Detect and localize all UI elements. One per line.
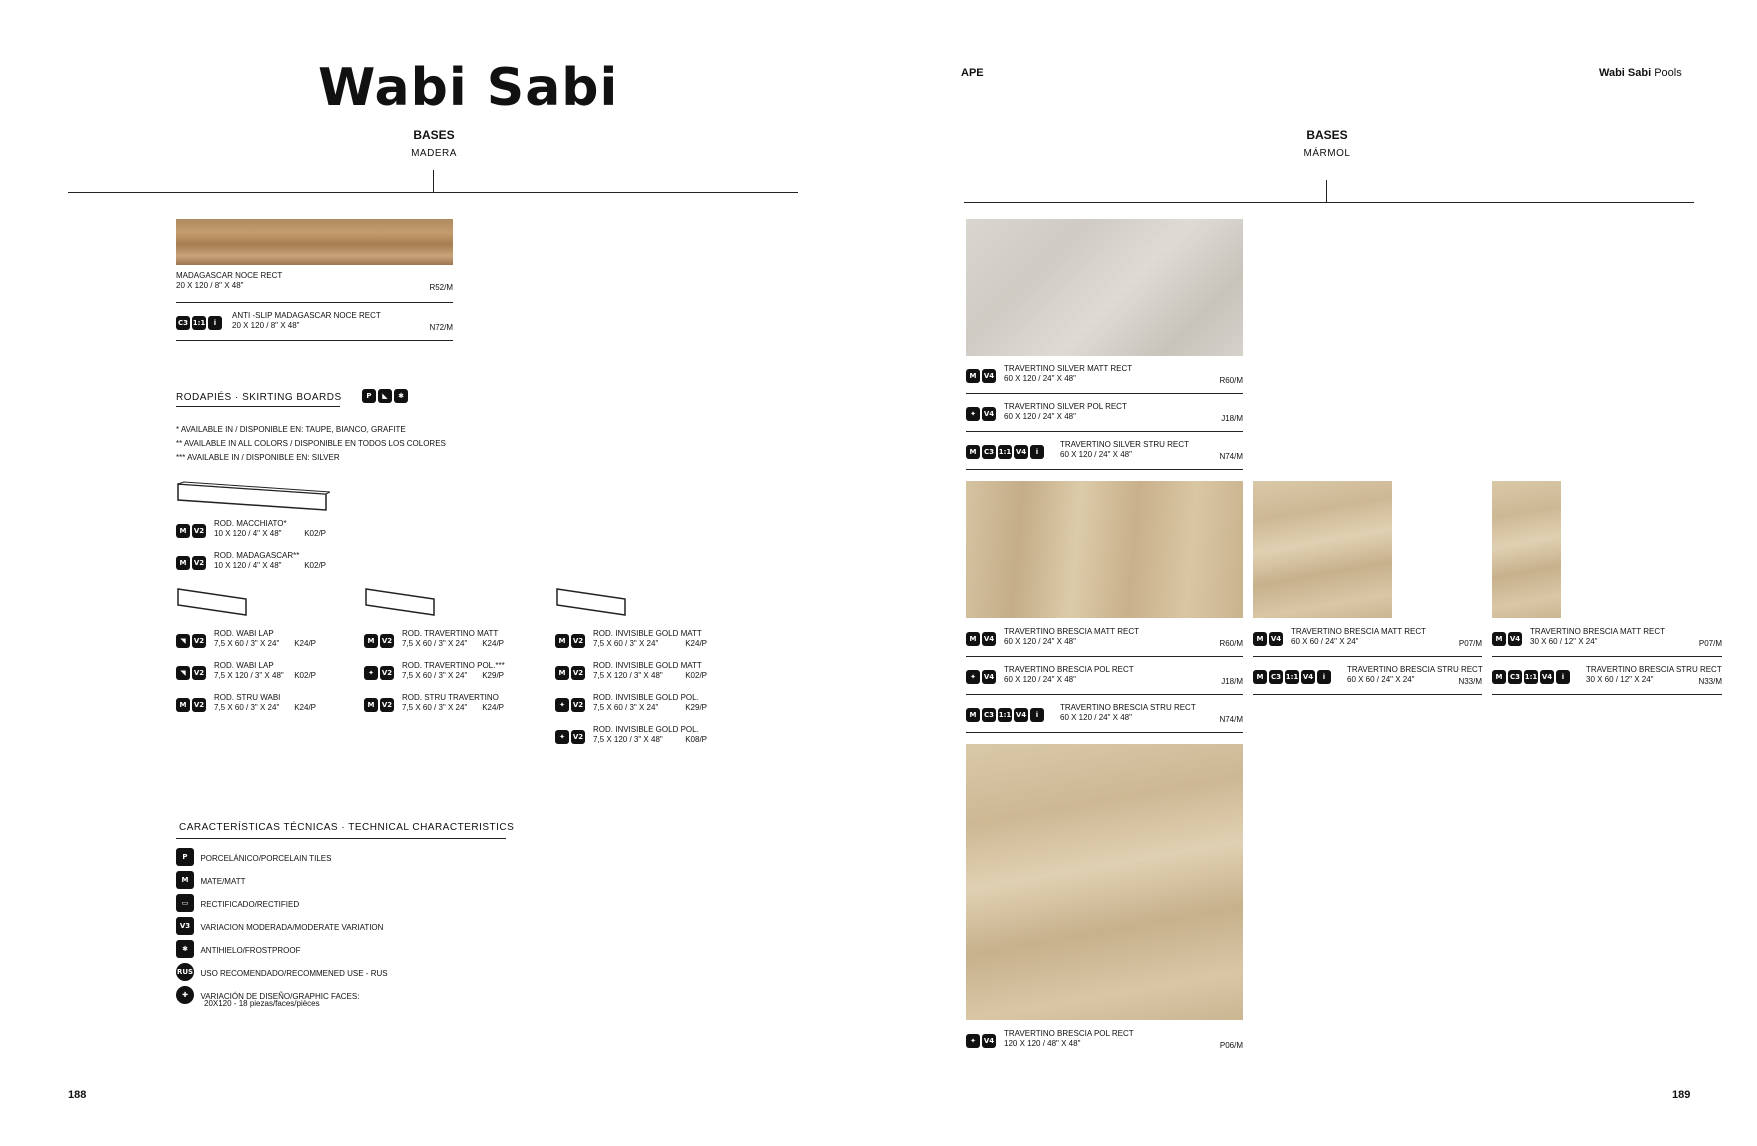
product-size: 30 X 60 / 12" X 24" bbox=[1586, 675, 1654, 684]
row-separator bbox=[176, 340, 453, 341]
tech-item-text: ANTIHIELO/FROSTPROOF bbox=[200, 946, 301, 956]
section-heading: BASES bbox=[1306, 128, 1348, 142]
page-number: 189 bbox=[1672, 1089, 1691, 1101]
product-row bbox=[364, 661, 504, 687]
product-name: ROD. INVISIBLE GOLD MATT bbox=[593, 629, 702, 638]
graphic-faces-icon: ✚ bbox=[176, 986, 194, 1004]
product-row bbox=[555, 661, 707, 687]
ratio-icon: 1:1 bbox=[1524, 670, 1538, 684]
product-code: K29/P bbox=[685, 703, 707, 712]
product-code: N33/M bbox=[1458, 677, 1482, 686]
product-row bbox=[966, 364, 1243, 392]
travertino-brescia-60x60-swatch bbox=[1253, 481, 1392, 618]
product-size: 60 X 120 / 24" X 48" bbox=[1004, 637, 1076, 646]
tech-item bbox=[176, 940, 506, 963]
skirting-icons bbox=[362, 387, 410, 405]
c3-icon: C3 bbox=[1508, 670, 1522, 684]
product-name: TRAVERTINO BRESCIA STRU RECT bbox=[1586, 665, 1722, 674]
matt-icon: M bbox=[364, 698, 378, 712]
product-size: 7,5 X 120 / 3" X 48" bbox=[593, 735, 663, 744]
product-row bbox=[176, 271, 453, 301]
product-size: 7,5 X 60 / 3" X 24" bbox=[593, 639, 659, 648]
matt-icon: M bbox=[364, 634, 378, 648]
matt-icon: M bbox=[176, 524, 190, 538]
variation-icon: V4 bbox=[1014, 708, 1028, 722]
divider-tick bbox=[1326, 180, 1327, 202]
matt-icon: M bbox=[1253, 632, 1267, 646]
product-name: TRAVERTINO BRESCIA MATT RECT bbox=[1004, 627, 1139, 636]
product-row bbox=[176, 693, 316, 719]
product-name: TRAVERTINO BRESCIA MATT RECT bbox=[1530, 627, 1665, 636]
product-name: TRAVERTINO SILVER POL RECT bbox=[1004, 402, 1127, 411]
product-size: 60 X 120 / 24" X 48" bbox=[1004, 412, 1076, 421]
variation-v2-icon: V2 bbox=[571, 634, 585, 648]
ratio-icon: 1:1 bbox=[998, 708, 1012, 722]
product-size: 10 X 120 / 4" X 48" bbox=[214, 561, 282, 570]
tech-item-text: RECTIFICADO/RECTIFIED bbox=[200, 900, 300, 910]
product-name: TRAVERTINO BRESCIA STRU RECT bbox=[1060, 703, 1196, 712]
product-code: R60/M bbox=[1219, 376, 1243, 385]
product-size: 20 X 120 / 8" X 48" bbox=[176, 281, 244, 290]
tech-item bbox=[176, 986, 506, 1016]
product-size: 60 X 120 / 24" X 48" bbox=[1004, 675, 1076, 684]
product-row bbox=[966, 1029, 1243, 1057]
product-name: ROD. INVISIBLE GOLD POL. bbox=[593, 693, 699, 702]
product-row bbox=[966, 402, 1243, 430]
product-name: TRAVERTINO SILVER STRU RECT bbox=[1060, 440, 1189, 449]
ratio-icon: 1:1 bbox=[998, 445, 1012, 459]
variation-icon: V4 bbox=[982, 369, 996, 383]
product-code: K24/P bbox=[685, 639, 707, 648]
info-icon: i bbox=[1030, 708, 1044, 722]
row-separator bbox=[1253, 694, 1482, 695]
product-code: K24/P bbox=[294, 703, 316, 712]
polished-icon: ✦ bbox=[555, 730, 569, 744]
row-separator bbox=[966, 656, 1243, 657]
variation-v2-icon: V2 bbox=[571, 666, 585, 680]
product-row bbox=[1253, 665, 1482, 693]
product-size: 60 X 120 / 24" X 48" bbox=[1004, 374, 1076, 383]
product-name: ROD. INVISIBLE GOLD MATT bbox=[593, 661, 702, 670]
product-code: N33/M bbox=[1698, 677, 1722, 686]
matt-icon: M bbox=[176, 698, 190, 712]
product-code: R60/M bbox=[1219, 639, 1243, 648]
product-size: 7,5 X 60 / 3" X 24" bbox=[593, 703, 659, 712]
tech-list bbox=[176, 848, 506, 1016]
product-size: 30 X 60 / 12" X 24" bbox=[1530, 637, 1598, 646]
product-code: N72/M bbox=[429, 323, 453, 332]
product-row bbox=[176, 629, 316, 655]
product-code: P07/M bbox=[1458, 639, 1482, 648]
matt-icon: M bbox=[966, 632, 980, 646]
tech-item bbox=[176, 871, 506, 894]
section-heading: BASES bbox=[413, 128, 455, 142]
matt-icon: M bbox=[176, 871, 194, 889]
polished-icon: ✦ bbox=[966, 407, 980, 421]
variation-v2-icon: V2 bbox=[380, 666, 394, 680]
rus-icon: RUS bbox=[176, 963, 194, 981]
product-row bbox=[1492, 627, 1722, 655]
product-code: P07/M bbox=[1698, 639, 1722, 648]
product-row bbox=[966, 665, 1243, 693]
travertino-silver-swatch bbox=[966, 219, 1243, 356]
frostproof-icon: ✱ bbox=[394, 389, 408, 403]
variation-icon: V4 bbox=[1301, 670, 1315, 684]
product-code: K24/P bbox=[294, 639, 316, 648]
heading-underline bbox=[176, 838, 506, 839]
product-row bbox=[966, 440, 1243, 468]
product-name: ANTI -SLIP MADAGASCAR NOCE RECT bbox=[232, 311, 381, 320]
info-icon: i bbox=[1030, 445, 1044, 459]
info-icon: i bbox=[1317, 670, 1331, 684]
matt-icon: M bbox=[966, 708, 980, 722]
product-code: J18/M bbox=[1221, 677, 1243, 686]
product-code: K02/P bbox=[304, 561, 326, 570]
skirting-60-drawing bbox=[555, 585, 629, 619]
product-code: K08/P bbox=[685, 735, 707, 744]
matt-icon: M bbox=[1253, 670, 1267, 684]
skirting-120-drawing bbox=[176, 480, 330, 514]
product-code: N74/M bbox=[1219, 715, 1243, 724]
row-separator bbox=[966, 469, 1243, 470]
row-separator bbox=[966, 694, 1243, 695]
skirting-profile-icon: ◣ bbox=[378, 389, 392, 403]
product-size: 20 X 120 / 8" X 48" bbox=[232, 321, 300, 330]
product-code: N74/M bbox=[1219, 452, 1243, 461]
product-size: 60 X 120 / 24" X 48" bbox=[1060, 450, 1132, 459]
c3-icon: C3 bbox=[176, 316, 190, 330]
product-code: P06/M bbox=[1219, 1041, 1243, 1050]
product-name: ROD. MACCHIATO* bbox=[214, 519, 287, 528]
running-header bbox=[1599, 67, 1682, 79]
variation-v2-icon: V2 bbox=[192, 698, 206, 712]
tech-item-text: MATE/MATT bbox=[200, 877, 246, 887]
tech-item-text: VARIACIÓN DE DISEÑO/GRAPHIC FACES: bbox=[200, 992, 360, 1002]
section-subheading: MÁRMOL bbox=[1303, 148, 1351, 159]
product-name: ROD. WABI LAP bbox=[214, 661, 274, 670]
skirting-heading: RODAPIÉS · SKIRTING BOARDS bbox=[176, 392, 342, 403]
tech-item-text: USO RECOMENDADO/RECOMMENED USE - RUS bbox=[200, 969, 388, 979]
section-subheading: MADERA bbox=[411, 148, 457, 159]
product-name: ROD. INVISIBLE GOLD POL. bbox=[593, 725, 699, 734]
variation-v2-icon: V2 bbox=[380, 698, 394, 712]
product-row bbox=[176, 519, 326, 545]
polished-icon: ✦ bbox=[364, 666, 378, 680]
matt-icon: M bbox=[555, 634, 569, 648]
product-code: K24/P bbox=[482, 639, 504, 648]
variation-icon: V4 bbox=[982, 632, 996, 646]
product-row bbox=[966, 703, 1243, 731]
c3-icon: C3 bbox=[982, 445, 996, 459]
variation-v2-icon: V2 bbox=[192, 556, 206, 570]
product-size: 120 X 120 / 48" X 48" bbox=[1004, 1039, 1081, 1048]
product-size: 7,5 X 120 / 3" X 48" bbox=[214, 671, 284, 680]
skirting-60-drawing bbox=[364, 585, 438, 619]
row-separator bbox=[1492, 694, 1722, 695]
product-row bbox=[966, 627, 1243, 655]
product-size: 7,5 X 60 / 3" X 24" bbox=[402, 639, 468, 648]
product-name: TRAVERTINO BRESCIA STRU RECT bbox=[1347, 665, 1483, 674]
product-row bbox=[555, 629, 707, 655]
running-header-title: Wabi Sabi bbox=[1599, 67, 1652, 79]
brand-label: APE bbox=[961, 67, 984, 79]
matt-icon: M bbox=[176, 556, 190, 570]
c3-icon: C3 bbox=[1269, 670, 1283, 684]
ratio-icon: 1:1 bbox=[1285, 670, 1299, 684]
product-code: K02/P bbox=[294, 671, 316, 680]
tech-heading: CARACTERÍSTICAS TÉCNICAS · TECHNICAL CHARACTERISTICS bbox=[179, 822, 515, 833]
row-separator bbox=[1253, 656, 1482, 657]
c3-icon: C3 bbox=[982, 708, 996, 722]
row-separator bbox=[966, 431, 1243, 432]
variation-icon: V4 bbox=[1508, 632, 1522, 646]
divider-tick bbox=[433, 170, 434, 192]
product-row bbox=[176, 311, 453, 337]
product-row bbox=[364, 693, 504, 719]
heading-underline bbox=[176, 406, 340, 407]
variation-icon: V4 bbox=[982, 407, 996, 421]
variation-v3-icon: V3 bbox=[176, 917, 194, 935]
matt-icon: M bbox=[966, 369, 980, 383]
tech-item bbox=[176, 917, 506, 940]
product-name: TRAVERTINO BRESCIA POL RECT bbox=[1004, 665, 1134, 674]
rectified-icon: ▭ bbox=[176, 894, 194, 912]
info-icon: i bbox=[1556, 670, 1570, 684]
tech-item bbox=[176, 963, 506, 986]
madagascar-noce-swatch bbox=[176, 219, 453, 265]
variation-icon: V4 bbox=[1269, 632, 1283, 646]
skirting-note: ** AVAILABLE IN ALL COLORS / DISPONIBLE EN TODOS LOS COLORES bbox=[176, 439, 446, 448]
tech-item-text: PORCELÁNICO/PORCELAIN TILES bbox=[200, 854, 332, 864]
product-size: 7,5 X 60 / 3" X 24" bbox=[402, 671, 468, 680]
lapato-icon: ◥ bbox=[176, 634, 190, 648]
variation-v2-icon: V2 bbox=[380, 634, 394, 648]
product-name: TRAVERTINO BRESCIA POL RECT bbox=[1004, 1029, 1134, 1038]
product-name: ROD. TRAVERTINO POL.*** bbox=[402, 661, 505, 670]
polished-icon: ✦ bbox=[555, 698, 569, 712]
variation-v2-icon: V2 bbox=[571, 698, 585, 712]
tech-item-subtext: 20X120 - 18 piezas/faces/pièces bbox=[204, 999, 320, 1008]
product-name: MADAGASCAR NOCE RECT bbox=[176, 271, 283, 280]
product-name: ROD. WABI LAP bbox=[214, 629, 274, 638]
product-code: K24/P bbox=[482, 703, 504, 712]
product-size: 7,5 X 60 / 3" X 24" bbox=[214, 703, 280, 712]
product-size: 7,5 X 60 / 3" X 24" bbox=[402, 703, 468, 712]
row-separator bbox=[966, 393, 1243, 394]
porcelain-icon: P bbox=[362, 389, 376, 403]
variation-icon: V4 bbox=[982, 1034, 996, 1048]
variation-v2-icon: V2 bbox=[571, 730, 585, 744]
product-code: J18/M bbox=[1221, 414, 1243, 423]
product-size: 10 X 120 / 4" X 48" bbox=[214, 529, 282, 538]
divider-line bbox=[68, 192, 798, 193]
polished-icon: ✦ bbox=[966, 1034, 980, 1048]
product-code: R52/M bbox=[429, 283, 453, 292]
divider-line bbox=[964, 202, 1694, 203]
product-size: 60 X 60 / 24" X 24" bbox=[1291, 637, 1359, 646]
product-row bbox=[1253, 627, 1482, 655]
lapato-icon: ◥ bbox=[176, 666, 190, 680]
variation-icon: V4 bbox=[1014, 445, 1028, 459]
ratio-icon: 1:1 bbox=[192, 316, 206, 330]
product-row bbox=[1492, 665, 1722, 693]
polished-icon: ✦ bbox=[966, 670, 980, 684]
row-separator bbox=[176, 302, 453, 303]
product-code: K02/P bbox=[685, 671, 707, 680]
product-name: ROD. TRAVERTINO MATT bbox=[402, 629, 499, 638]
product-name: ROD. STRU TRAVERTINO bbox=[402, 693, 499, 702]
product-name: TRAVERTINO SILVER MATT RECT bbox=[1004, 364, 1133, 373]
product-size: 7,5 X 60 / 3" X 24" bbox=[214, 639, 280, 648]
variation-icon: V4 bbox=[1540, 670, 1554, 684]
product-name: ROD. STRU WABI bbox=[214, 693, 281, 702]
product-row bbox=[555, 725, 707, 751]
skirting-note: * AVAILABLE IN / DISPONIBLE EN: TAUPE, BIANCO, GRAFITE bbox=[176, 425, 406, 434]
skirting-note: *** AVAILABLE IN / DISPONIBLE EN: SILVER bbox=[176, 453, 340, 462]
row-separator bbox=[1492, 656, 1722, 657]
matt-icon: M bbox=[555, 666, 569, 680]
product-name: ROD. MADAGASCAR** bbox=[214, 551, 300, 560]
travertino-brescia-60x120-swatch bbox=[966, 481, 1243, 618]
matt-icon: M bbox=[1492, 632, 1506, 646]
product-name: TRAVERTINO BRESCIA MATT RECT bbox=[1291, 627, 1426, 636]
running-header-sub: Pools bbox=[1654, 67, 1682, 79]
skirting-60-drawing bbox=[176, 585, 250, 619]
variation-v2-icon: V2 bbox=[192, 666, 206, 680]
product-size: 60 X 60 / 24" X 24" bbox=[1347, 675, 1415, 684]
variation-icon: V4 bbox=[982, 670, 996, 684]
porcelain-icon: P bbox=[176, 848, 194, 866]
row-separator bbox=[966, 732, 1243, 733]
product-row bbox=[364, 629, 504, 655]
page-number: 188 bbox=[68, 1089, 87, 1101]
product-row bbox=[176, 661, 316, 687]
product-size: 7,5 X 120 / 3" X 48" bbox=[593, 671, 663, 680]
product-row bbox=[555, 693, 707, 719]
product-row bbox=[176, 551, 326, 577]
page-title: Wabi Sabi bbox=[318, 58, 619, 118]
travertino-brescia-30x60-swatch bbox=[1492, 481, 1561, 618]
product-code: K02/P bbox=[304, 529, 326, 538]
frostproof-icon: ✱ bbox=[176, 940, 194, 958]
tech-item bbox=[176, 848, 506, 871]
matt-icon: M bbox=[966, 445, 980, 459]
variation-v2-icon: V2 bbox=[192, 634, 206, 648]
tech-item-text: VARIACION MODERADA/MODERATE VARIATION bbox=[200, 923, 384, 933]
info-icon: i bbox=[208, 316, 222, 330]
matt-icon: M bbox=[1492, 670, 1506, 684]
travertino-brescia-120x120-swatch bbox=[966, 744, 1243, 1020]
product-code: K29/P bbox=[482, 671, 504, 680]
variation-v2-icon: V2 bbox=[192, 524, 206, 538]
product-size: 60 X 120 / 24" X 48" bbox=[1060, 713, 1132, 722]
tech-item bbox=[176, 894, 506, 917]
